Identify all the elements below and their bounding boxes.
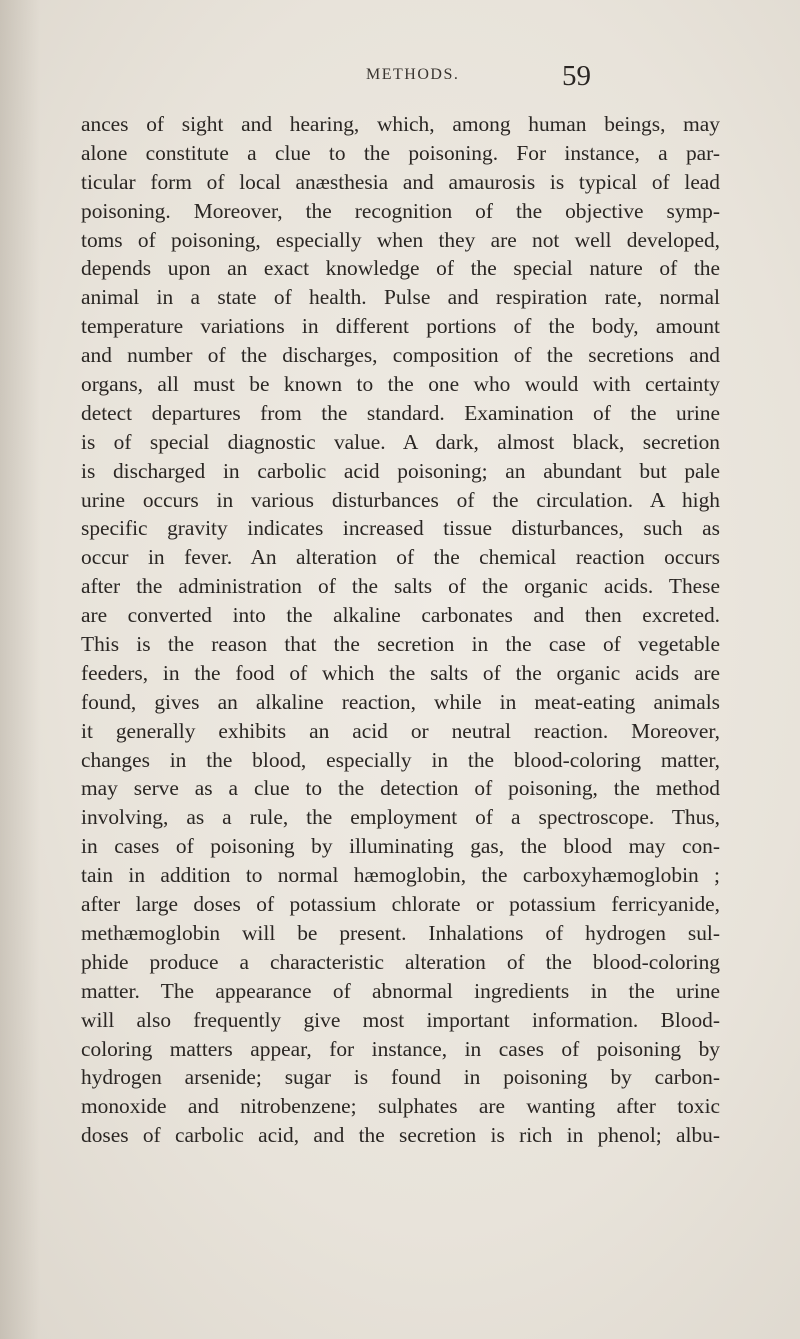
body-text — [81, 110, 720, 1150]
text-line: feeders, in the food of which the salts of the organic acids are — [81, 660, 720, 685]
text-line: in cases of poisoning by illuminating gas, the blood may con- — [81, 834, 720, 859]
text-line: urine occurs in various disturbances of the circulation. A high — [81, 487, 720, 512]
text-line: and number of the discharges, composition of the secretions and — [81, 343, 720, 368]
text-line: phide produce a characteristic alteration of the blood-coloring — [81, 949, 720, 974]
text-line: specific gravity indicates increased tissue disturbances, such as — [81, 516, 720, 541]
page-header — [0, 60, 800, 106]
text-line: found, gives an alkaline reaction, while in meat-eating animals — [81, 689, 720, 714]
text-line: matter. The appearance of abnormal ingredients in the urine — [81, 978, 720, 1003]
text-line: changes in the blood, especially in the blood-coloring matter, — [81, 747, 720, 772]
text-line: is of special diagnostic value. A dark, almost black, secretion — [81, 429, 720, 454]
running-head: METHODS. — [366, 66, 460, 83]
text-line: monoxide and nitrobenzene; sulphates are wanting after toxic — [81, 1094, 720, 1119]
text-line: are converted into the alkaline carbonates and then excreted. — [81, 603, 720, 628]
text-line: occur in fever. An alteration of the chemical reaction occurs — [81, 545, 720, 570]
text-line: poisoning. Moreover, the recognition of the objective symp- — [81, 198, 720, 223]
text-line: is discharged in carbolic acid poisoning; an abundant but pale — [81, 458, 720, 483]
text-line: doses of carbolic acid, and the secretion is rich in phenol; albu- — [81, 1123, 720, 1148]
text-line: involving, as a rule, the employment of a spectroscope. Thus, — [81, 805, 720, 830]
text-line: after large doses of potassium chlorate or potassium ferricyanide, — [81, 892, 720, 917]
text-line: toms of poisoning, especially when they are not well developed, — [81, 227, 720, 252]
text-line: ticular form of local anæsthesia and amaurosis is typical of lead — [81, 169, 720, 194]
text-line: may serve as a clue to the detection of poisoning, the method — [81, 776, 720, 801]
text-line: depends upon an exact knowledge of the special nature of the — [81, 256, 720, 281]
text-line: temperature variations in different portions of the body, amount — [81, 314, 720, 339]
text-line: coloring matters appear, for instance, in cases of poisoning by — [81, 1036, 720, 1061]
page-number: 59 — [562, 60, 591, 92]
text-line: methæmoglobin will be present. Inhalations of hydrogen sul- — [81, 920, 720, 945]
text-line: it generally exhibits an acid or neutral reaction. Moreover, — [81, 718, 720, 743]
text-line: will also frequently give most important information. Blood- — [81, 1007, 720, 1032]
text-line: tain in addition to normal hæmoglobin, the carboxyhæmoglobin ; — [81, 863, 720, 888]
text-line: hydrogen arsenide; sugar is found in poisoning by carbon- — [81, 1065, 720, 1090]
text-line: detect departures from the standard. Examination of the urine — [81, 400, 720, 425]
text-line: animal in a state of health. Pulse and respiration rate, normal — [81, 285, 720, 310]
spine-shadow — [0, 0, 40, 1339]
text-line: ances of sight and hearing, which, among human beings, may — [81, 112, 720, 136]
text-line: alone constitute a clue to the poisoning. For instance, a par- — [81, 140, 720, 165]
text-line: organs, all must be known to the one who would with certainty — [81, 372, 720, 397]
text-line: after the administration of the salts of the organic acids. These — [81, 574, 720, 599]
text-line: This is the reason that the secretion in the case of vegetable — [81, 632, 720, 657]
